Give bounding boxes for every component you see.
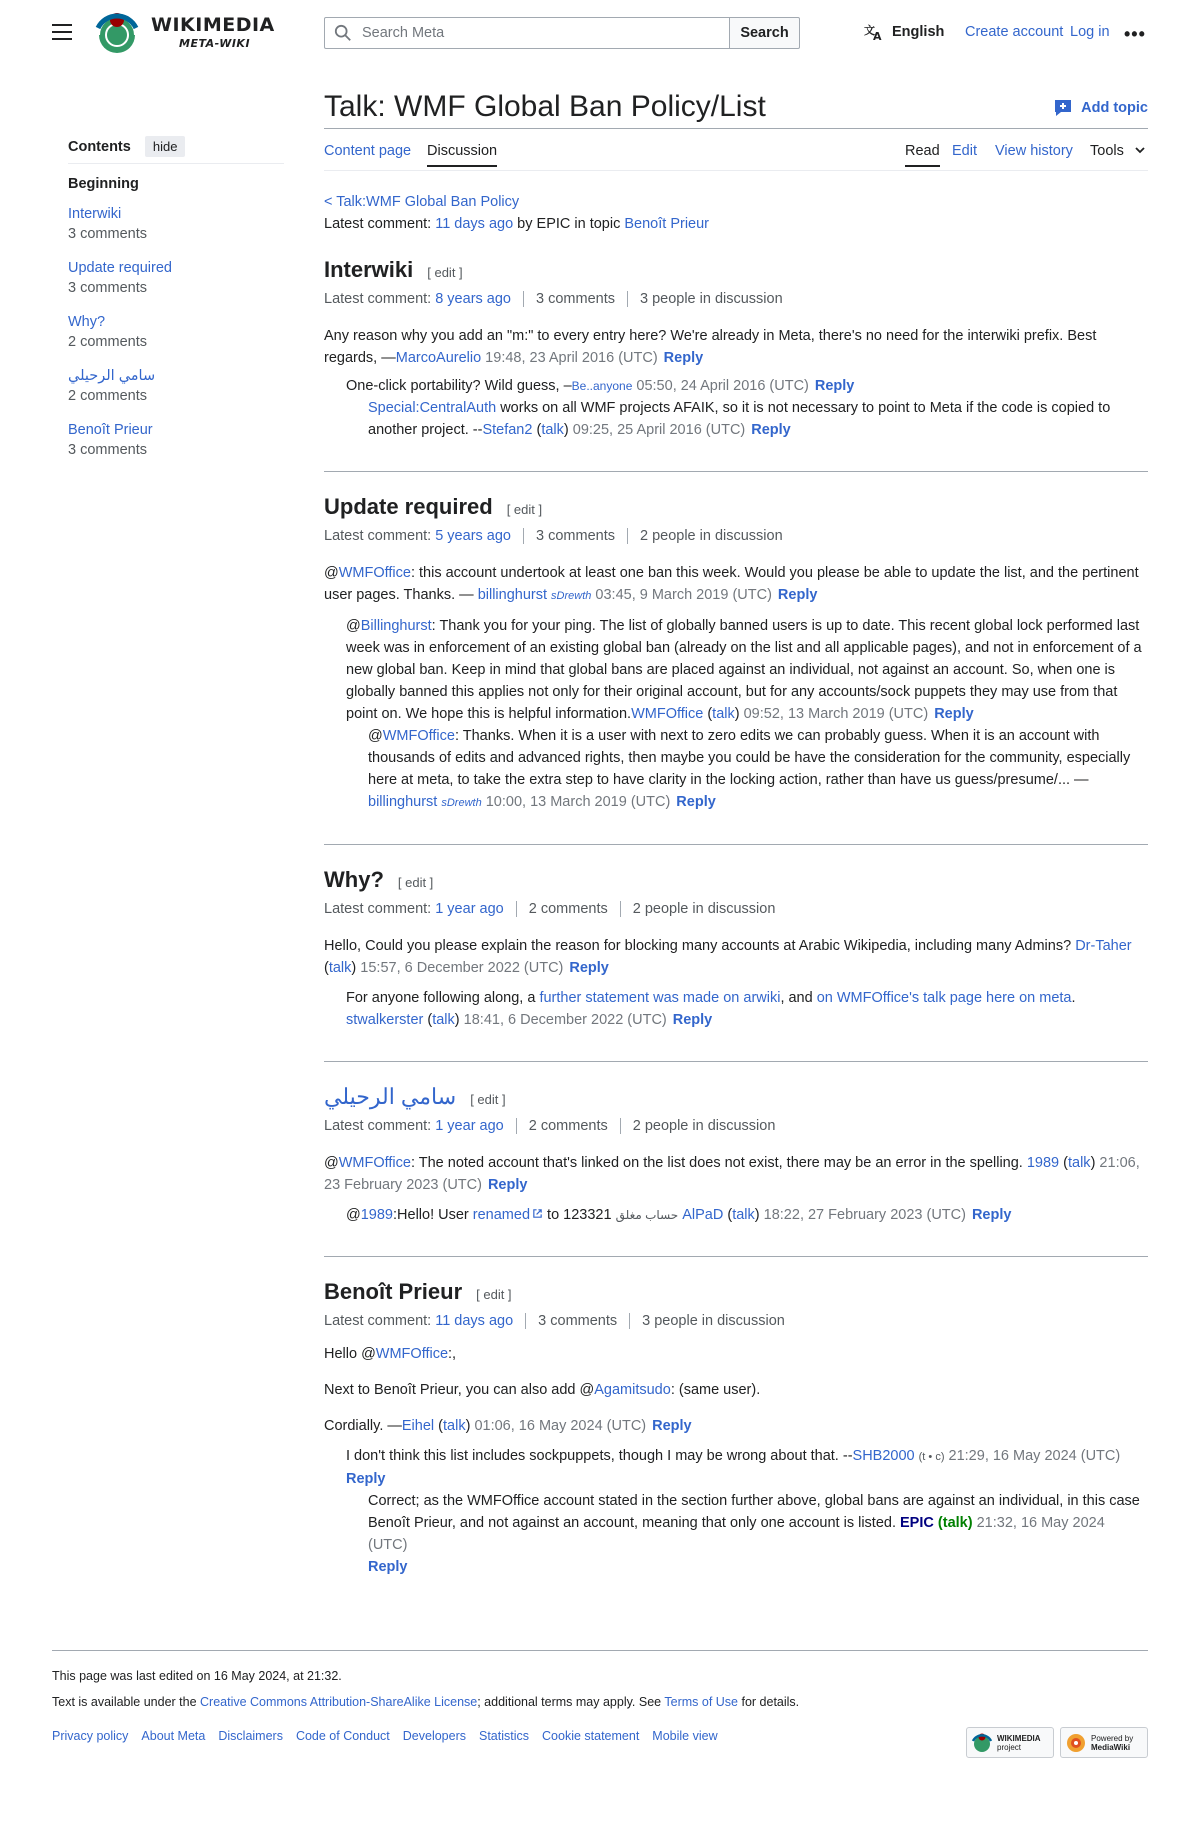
comment-text: : (same user). [670, 1382, 761, 1398]
tab-content-page[interactable]: Content page [324, 143, 412, 159]
talk-link[interactable]: talk [541, 422, 564, 438]
comment: Correct; as the WMFOffice account stated in the section further above, global bans are against an individual, in this case Benoît Prieur, and not against an account, meaning that only one account is listed. EPIC (talk) 21:32, 16 May 2024 (UTC) Reply [368, 1493, 1140, 1575]
user-sig-link[interactable]: sDrewth [441, 797, 482, 809]
section-edit-link[interactable]: [ edit ] [427, 265, 463, 280]
people-count: 2 people in discussion [632, 1118, 776, 1134]
toc-item-count: 3 comments [68, 226, 147, 242]
comment-text: Any reason why you add an "m:" to every entry here? We're already in Meta, there's no need for the interwiki prefix. Best regards, — [324, 328, 1097, 366]
toc-item-link[interactable]: Why? [68, 314, 106, 330]
section-title: Why? [324, 867, 384, 892]
section-heading-benoit [324, 1279, 1148, 1305]
toc-list [68, 176, 284, 460]
tabs-divider [324, 170, 1148, 171]
comment-text: Next to Benoît Prieur, you can also add @ [324, 1382, 595, 1398]
logo-line-2: META-WIKI [179, 37, 251, 50]
comment-paragraph [324, 1343, 1148, 1365]
breadcrumb-parent-link[interactable]: < Talk:WMF Global Ban Policy [324, 194, 520, 210]
comment-text: Cordially. — [324, 1418, 402, 1434]
comment: Hello, Could you please explain the reason for blocking many accounts at Arabic Wikipedia, including many Admins? Dr-Taher (talk) 15:57, 6 December 2022 (UTC) Reply [324, 938, 1132, 976]
reply-button[interactable]: Reply [487, 1177, 528, 1193]
page-tabs [324, 129, 1148, 171]
section-divider [324, 844, 1148, 845]
user-link[interactable]: Eihel [401, 1418, 435, 1434]
toc-title: Contents [68, 138, 131, 155]
svg-text:文: 文 [864, 24, 875, 37]
section-heading-update-required [324, 494, 1148, 520]
section-heading-why [324, 867, 1148, 893]
latest-label: Latest comment: [324, 901, 432, 917]
create-account-link[interactable]: Create account [965, 24, 1064, 40]
comment-text: , and [780, 990, 817, 1006]
toc-item-count: 3 comments [68, 280, 147, 296]
section-edit-link[interactable]: [ edit ] [506, 502, 543, 517]
reply-button[interactable]: Reply [663, 350, 704, 366]
comment: For anyone following along, a further statement was made on arwiki, and on WMFOffice's talk page here on meta. stwalkerster (talk) 18:41, 6 December 2022 (UTC) Reply [346, 990, 1076, 1028]
timestamp[interactable]: 21:32, 16 May 2024 (UTC) [368, 1515, 1105, 1553]
footer-link-developers[interactable]: Developers [402, 1729, 466, 1743]
user-link[interactable]: SHB2000 [852, 1448, 915, 1464]
talk-link[interactable]: talk [443, 1418, 466, 1434]
reply-button[interactable]: Reply [569, 960, 609, 976]
latest-label: Latest comment: [324, 1118, 432, 1134]
toc-header [68, 136, 284, 164]
tab-view-history[interactable]: View history [995, 143, 1073, 159]
comment-text: . [1071, 990, 1076, 1006]
comment [346, 375, 1148, 397]
timestamp[interactable]: 18:22, 27 February 2023 (UTC) [759, 1207, 966, 1223]
latest-time-link[interactable]: 5 years ago [435, 528, 511, 544]
language-icon [864, 23, 884, 41]
timestamp[interactable]: 21:29, 16 May 2024 (UTC) [944, 1448, 1121, 1464]
comment-text: Correct; as the WMFOffice account stated in the section further above, global bans are against an individual, in this case Benoît Prieur, and not against an account, meaning that only one account is listed. [368, 1493, 1140, 1531]
latest-label: Latest comment: [324, 528, 432, 544]
comment-text: For anyone following along, a [346, 990, 540, 1006]
reply-button[interactable]: Reply [777, 587, 818, 603]
user-link[interactable]: AlPaD [682, 1207, 724, 1223]
svg-text:A: A [873, 30, 882, 41]
reply-button[interactable]: Reply [814, 378, 855, 394]
search-icon [334, 24, 352, 42]
comment-count: 3 comments [536, 528, 615, 544]
add-topic-label: Add topic [1081, 100, 1148, 116]
toc-item-link[interactable]: Interwiki [68, 206, 122, 222]
timestamp[interactable]: 18:41, 6 December 2022 (UTC) [459, 1012, 667, 1028]
tab-edit[interactable]: Edit [952, 143, 977, 159]
comment-count: 3 comments [538, 1313, 618, 1329]
section-title: Interwiki [324, 257, 414, 282]
section-divider [324, 1256, 1148, 1257]
people-count: 3 people in discussion [639, 291, 783, 307]
wikimedia-logo-icon[interactable] [92, 8, 142, 58]
license-link[interactable]: Creative Commons Attribution-ShareAlike License [200, 1695, 478, 1709]
latest-topic-link[interactable]: Benoît Prieur [624, 216, 710, 232]
comment [346, 1445, 1148, 1490]
talk-link[interactable]: talk [1067, 1155, 1091, 1171]
timestamp[interactable]: 19:48, 23 April 2016 (UTC) [481, 350, 658, 366]
comment [324, 562, 1148, 607]
user-link[interactable]: MarcoAurelio [395, 350, 482, 366]
user-tc-links[interactable]: (t • c) [918, 1451, 945, 1463]
people-count: 2 people in discussion [639, 528, 783, 544]
site-logo-text[interactable] [151, 14, 275, 50]
comment-text: works on all WMF projects AFAIK, so it is not necessary to point to Meta if the code is copied to another project. -- [368, 400, 1111, 438]
toc-item-count: 2 comments [68, 388, 147, 404]
toc-item-beginning[interactable]: Beginning [68, 176, 139, 192]
search-box [324, 17, 730, 49]
talk-link[interactable]: talk [328, 960, 352, 976]
timestamp[interactable]: 09:52, 13 March 2019 (UTC) [739, 706, 929, 722]
toc-item [68, 258, 284, 298]
user-link[interactable]: WMFOffice [631, 706, 704, 722]
comment-count: 2 comments [528, 901, 608, 917]
search-input[interactable] [360, 24, 700, 42]
footer-badges [966, 1727, 1148, 1758]
section-edit-link[interactable]: [ edit ] [476, 1287, 512, 1302]
section-edit-link[interactable]: [ edit ] [397, 875, 434, 890]
tab-tools[interactable] [1090, 143, 1146, 165]
toc-item [68, 204, 284, 244]
user-link[interactable]: billinghurst [477, 587, 548, 603]
logo-line-1: WIKIMEDIA [151, 14, 275, 36]
toc-hide-button[interactable]: hide [145, 136, 186, 157]
talk-link[interactable]: talk [732, 1207, 755, 1223]
timestamp[interactable]: 15:57, 6 December 2022 (UTC) [356, 960, 564, 976]
page-footer [52, 1650, 1148, 1752]
timestamp[interactable]: 09:25, 25 April 2016 (UTC) [568, 422, 746, 438]
toc-item-count: 3 comments [68, 442, 147, 458]
latest-label: Latest comment: [324, 291, 432, 307]
section-heading-sami [324, 1084, 1148, 1110]
latest-time-link[interactable]: 8 years ago [435, 291, 511, 307]
footer-link-cookie[interactable]: Cookie statement [542, 1729, 640, 1743]
license-text: Text is available under the [52, 1695, 201, 1709]
badge-line-1: Powered by [1091, 1733, 1134, 1743]
user-link[interactable]: Stefan2 [482, 422, 533, 438]
reply-button[interactable]: Reply [751, 422, 791, 438]
comment-text: : Thanks. When it is a user with next to zero edits we can probably guess. When it is an account with thousands of edits and advanced rights, then maybe you could be have the consideration for the community, especially here at meta, to take the extra step to have clarity in the locking action, rather than have us guess/presume/... — [368, 728, 1131, 788]
mention-at: @ [324, 1155, 339, 1171]
section-title: سامي الرحيلي [324, 1084, 457, 1109]
timestamp[interactable]: 21:06, 23 February 2023 (UTC) [324, 1155, 1140, 1193]
reply-button[interactable]: Reply [971, 1207, 1012, 1223]
badge-line-2: project [997, 1742, 1022, 1752]
section-divider [324, 471, 1148, 472]
mention-link[interactable]: Billinghurst [360, 618, 432, 634]
language-selector[interactable] [864, 23, 944, 41]
mention-at: @ [346, 618, 361, 634]
comment-text: One-click portability? Wild guess, – [346, 378, 572, 394]
badge-line-2: MediaWiki [1091, 1742, 1131, 1752]
comment-paragraph: Cordially. —Eihel (talk) 01:06, 16 May 2024 (UTC) Reply [324, 1418, 692, 1434]
section-divider [324, 1061, 1148, 1062]
arwiki-statement-link[interactable]: further statement was made on arwiki [539, 990, 781, 1006]
chevron-down-icon [1134, 145, 1146, 155]
add-topic-icon [1053, 98, 1073, 118]
login-link[interactable]: Log in [1070, 24, 1110, 40]
section-meta [324, 291, 1148, 307]
timestamp[interactable]: 01:06, 16 May 2024 (UTC) [470, 1418, 647, 1434]
section-meta [324, 528, 1148, 544]
timestamp[interactable]: 03:45, 9 March 2019 (UTC) [591, 587, 772, 603]
table-of-contents [68, 136, 284, 474]
user-link[interactable]: Be..anyone [571, 379, 633, 393]
footer-link-mobile[interactable]: Mobile view [652, 1729, 718, 1743]
toc-item [68, 420, 284, 460]
comment-text: I don't think this list includes sockpuppets, though I may be wrong about that. -- [346, 1448, 853, 1464]
site-header [0, 0, 1200, 68]
latest-label: Latest comment: [324, 1313, 432, 1329]
user-link[interactable]: EPIC [900, 1515, 934, 1531]
mediawiki-logo-icon [1065, 1732, 1087, 1754]
user-link[interactable]: Dr-Taher [1075, 938, 1132, 954]
comment: @Billinghurst: Thank you for your ping. The list of globally banned users is up to date. This recent global lock performed last week was in enforcement of an existing global ban (already on the list and all applicable pages), and not in enforcement of a new global ban. Keep in mind that global bans are placed against an individual, not against an account. So, when one is globally banned this applies not only for their original account, but for any accounts/sock puppets they may use from that point on. We hope this is helpful information.WMFOffice (talk) 09:52, 13 March 2019 (UTC) Reply [346, 618, 1142, 722]
comment-count: 3 comments [536, 291, 615, 307]
reply-button[interactable]: Reply [676, 794, 716, 810]
footer-link-disclaimers[interactable]: Disclaimers [218, 1729, 283, 1743]
renamed-link[interactable]: renamed [472, 1207, 531, 1223]
talk-link[interactable]: talk [712, 706, 735, 722]
reply-button[interactable]: Reply [346, 1471, 386, 1487]
comment-text: to 123321 [543, 1207, 616, 1223]
wikimedia-logo-icon [971, 1732, 993, 1754]
mention-at: @ [346, 1207, 361, 1223]
page-title: Talk: WMF Global Ban Policy/List [324, 88, 1148, 129]
mention-link[interactable]: Agamitsudo [594, 1382, 671, 1398]
section-title: Update required [324, 494, 493, 519]
comment-text: :, [448, 1346, 457, 1362]
arabic-text: حساب مغلق [615, 1208, 679, 1222]
mention-link[interactable]: 1989 [360, 1207, 393, 1223]
people-count: 3 people in discussion [642, 1313, 785, 1329]
breadcrumb [324, 191, 1148, 235]
footer-link-code-of-conduct[interactable]: Code of Conduct [295, 1729, 390, 1743]
toc-item-link[interactable]: Benoît Prieur [68, 422, 153, 438]
mention-link[interactable]: WMFOffice [338, 565, 411, 581]
talk-link[interactable]: talk [942, 1515, 968, 1531]
footer-link-statistics[interactable]: Statistics [479, 1729, 530, 1743]
license-text: ; additional terms may apply. See [477, 1695, 665, 1709]
user-link[interactable]: stwalkerster [346, 1012, 424, 1028]
comment: @1989:Hello! User renamed to 123321 حساب مغلق AlPaD (talk) 18:22, 27 February 2023 (UTC) Reply [346, 1207, 1012, 1223]
reply-button[interactable]: Reply [934, 706, 974, 722]
footer-link-privacy[interactable]: Privacy policy [52, 1729, 129, 1743]
license-text: for details. [738, 1695, 800, 1709]
comment [324, 325, 1148, 369]
section-heading-interwiki [324, 257, 1148, 283]
toc-item-link[interactable]: Update required [68, 260, 172, 276]
latest-by: by EPIC in topic [513, 216, 625, 232]
mention-link[interactable]: WMFOffice [338, 1155, 411, 1171]
people-count: 2 people in discussion [632, 901, 776, 917]
timestamp[interactable]: 05:50, 24 April 2016 (UTC) [632, 378, 809, 394]
comment-text: : Thank you for your ping. The list of globally banned users is up to date. This recent global lock performed last week was in enforcement of an existing global ban (already on the list and all applicable pages), and not in enforcement of a new global ban. Keep in mind that global bans are placed against an individual, not against an account. So, when one is globally banned this applies not only for their original account, but for any accounts/sock puppets they may use from that point on. We hope this is helpful information. [346, 618, 1142, 722]
main-content [324, 88, 1148, 1578]
section-meta [324, 1118, 1148, 1134]
wikimedia-project-badge[interactable] [966, 1727, 1054, 1758]
comment [368, 725, 1148, 814]
comment-paragraph [324, 1379, 1148, 1401]
tab-read[interactable]: Read [905, 143, 940, 167]
language-label: English [892, 24, 945, 40]
comment-text: : this account undertook at least one ban this week. Would you please be able to update the list, and the pertinent user pages. Thanks. — [324, 565, 1139, 603]
tools-label: Tools [1090, 143, 1124, 159]
comment: @WMFOffice: The noted account that's linked on the list does not exist, there may be an error in the spelling. 1989 (talk) 21:06, 23 February 2023 (UTC) Reply [324, 1155, 1140, 1193]
mention-link[interactable]: WMFOffice [375, 1346, 449, 1362]
section-edit-link[interactable]: [ edit ] [470, 1092, 506, 1107]
comment-text: :Hello! User [393, 1207, 473, 1223]
add-topic-button[interactable] [1053, 98, 1148, 118]
toc-item [68, 312, 284, 352]
toc-item-link[interactable]: سامي الرحيلي [68, 368, 156, 384]
section-meta [324, 901, 1148, 917]
search-button[interactable]: Search [729, 17, 800, 49]
main-menu-icon[interactable] [52, 24, 72, 40]
timestamp[interactable]: 10:00, 13 March 2019 (UTC) [481, 794, 671, 810]
reply-button[interactable]: Reply [672, 1012, 713, 1028]
section-title: Benoît Prieur [324, 1279, 463, 1304]
terms-link[interactable]: Terms of Use [664, 1695, 739, 1709]
mention-link[interactable]: WMFOffice [382, 728, 455, 744]
external-link-icon [532, 1208, 543, 1219]
badge-line-1: WIKIMEDIA [997, 1733, 1041, 1743]
reply-button[interactable]: Reply [368, 1559, 408, 1575]
last-edited: This page was last edited on 16 May 2024, at 21:32. [52, 1669, 342, 1683]
latest-time-link[interactable]: 1 year ago [435, 1118, 504, 1134]
latest-prefix: Latest comment: [324, 216, 436, 232]
toc-item [68, 366, 284, 406]
mention-at: @ [324, 565, 339, 581]
comment-count: 2 comments [528, 1118, 608, 1134]
latest-time-link[interactable]: 11 days ago [435, 216, 514, 232]
toc-item-count: 2 comments [68, 334, 147, 350]
reply-button[interactable]: Reply [652, 1418, 692, 1434]
more-options-icon[interactable]: ••• [1124, 24, 1146, 44]
user-sig-link[interactable]: sDrewth [551, 590, 592, 602]
comment-text: : The noted account that's linked on the list does not exist, there may be an error in the spelling. [410, 1155, 1027, 1171]
latest-time-link[interactable]: 11 days ago [435, 1313, 514, 1329]
wmfoffice-talk-link[interactable]: on WMFOffice's talk page here on meta [816, 990, 1072, 1006]
section-meta [324, 1313, 1148, 1329]
talk-link[interactable]: talk [432, 1012, 455, 1028]
user-link[interactable]: billinghurst [368, 794, 438, 810]
powered-by-mediawiki-badge[interactable] [1060, 1727, 1148, 1758]
user-link[interactable]: 1989 [1026, 1155, 1060, 1171]
comment: Special:CentralAuth works on all WMF projects AFAIK, so it is not necessary to point to Meta if the code is copied to another project. --Stefan2 (talk) 09:25, 25 April 2016 (UTC) Reply [368, 400, 1111, 438]
central-auth-link[interactable]: Special:CentralAuth [368, 400, 497, 416]
tab-discussion[interactable]: Discussion [427, 143, 497, 167]
comment-text: Hello @ [324, 1346, 376, 1362]
license-line [52, 1695, 1148, 1709]
mention-at: @ [368, 728, 383, 744]
comment-text: Hello, Could you please explain the reason for blocking many accounts at Arabic Wikipedia, including many Admins? [324, 938, 1076, 954]
latest-time-link[interactable]: 1 year ago [435, 901, 504, 917]
footer-link-about[interactable]: About Meta [141, 1729, 206, 1743]
